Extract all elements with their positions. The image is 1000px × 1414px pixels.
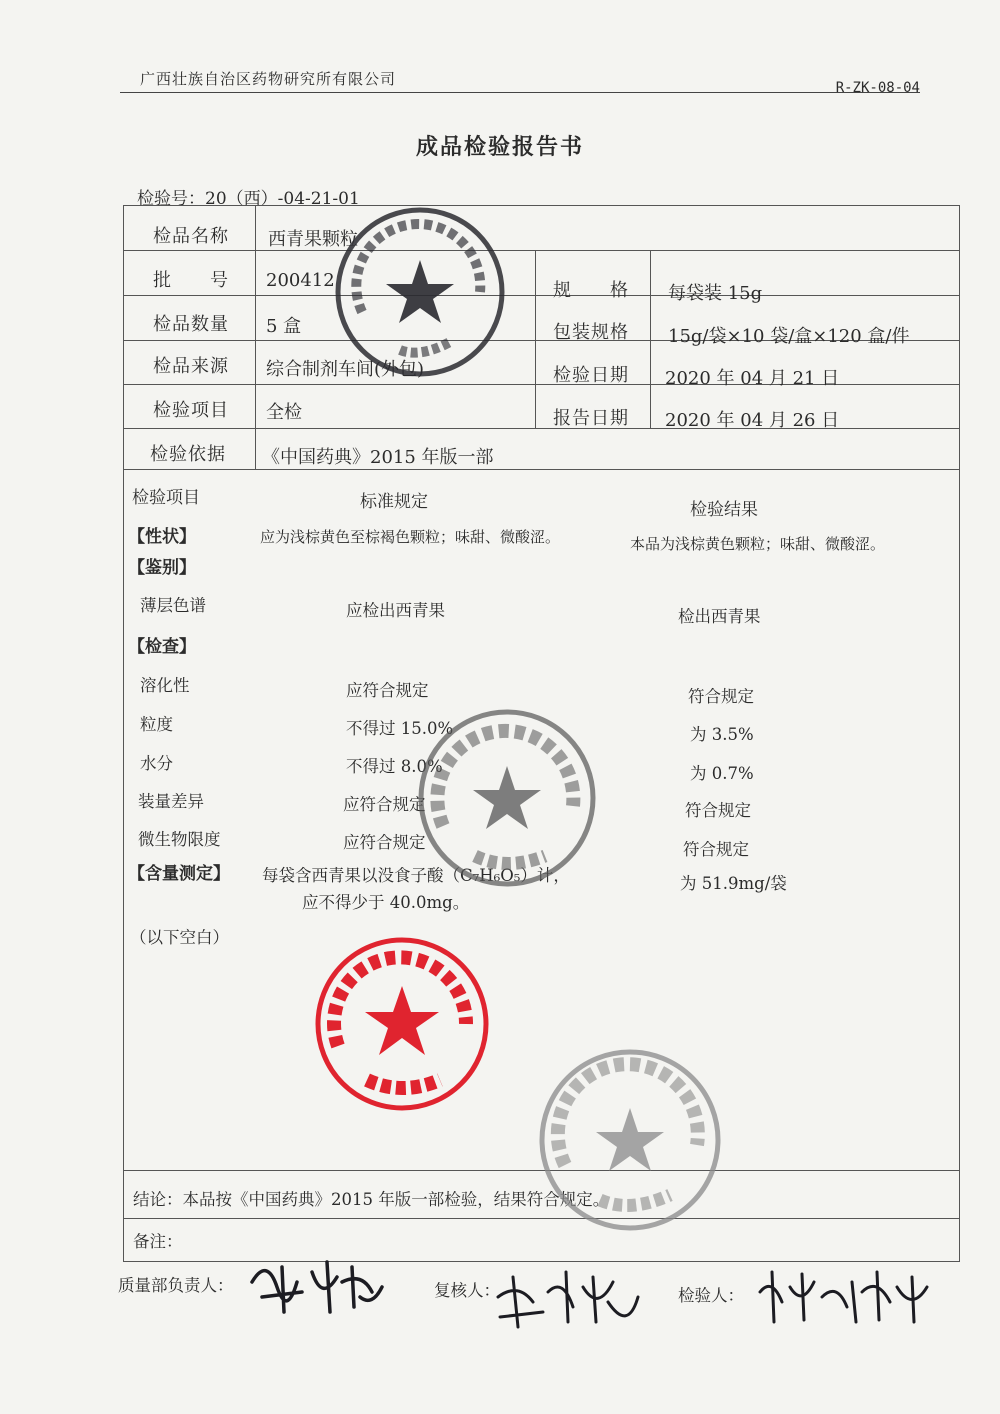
divider bbox=[650, 250, 651, 428]
check-result: 为 0.7% bbox=[690, 764, 754, 783]
report-title: 成品检验报告书 bbox=[415, 134, 584, 160]
divider bbox=[255, 205, 256, 469]
test-date-label: 检验日期 bbox=[553, 365, 629, 386]
qa-head-label: 质量部负责人： bbox=[118, 1276, 234, 1295]
inspector-signature bbox=[752, 1262, 942, 1332]
source-value: 综合制剂车间(外包) bbox=[266, 359, 425, 380]
col-standard-header: 标准规定 bbox=[360, 492, 428, 512]
spec-value: 每袋装 15g bbox=[668, 283, 763, 304]
assay-section: 【含量测定】 bbox=[128, 864, 230, 884]
item-value: 全检 bbox=[266, 402, 302, 423]
tlc-standard: 应检出西青果 bbox=[346, 601, 445, 620]
report-date-label: 报告日期 bbox=[553, 408, 629, 429]
assay-result: 为 51.9mg/袋 bbox=[680, 874, 787, 893]
blank-note: （以下空白） bbox=[130, 928, 229, 947]
divider bbox=[123, 250, 960, 251]
check-item: 溶化性 bbox=[140, 676, 190, 695]
test-date-value: 2020 年 04 月 21 日 bbox=[665, 368, 840, 389]
inspector-label: 检验人： bbox=[678, 1286, 744, 1305]
check-result: 符合规定 bbox=[688, 687, 754, 706]
packing-value: 15g/袋×10 袋/盒×120 盒/件 bbox=[668, 326, 910, 347]
character-section: 【性状】 bbox=[128, 527, 196, 547]
divider bbox=[535, 250, 536, 428]
assay-standard-line1: 每袋含西青果以没食子酸（C₇H₆O₅）计， bbox=[262, 866, 570, 885]
divider bbox=[123, 469, 960, 470]
form-code: R-ZK-08-04 bbox=[835, 80, 920, 96]
source-label: 检品来源 bbox=[153, 356, 229, 377]
tlc-label: 薄层色谱 bbox=[140, 596, 206, 615]
check-standard: 应符合规定 bbox=[343, 795, 426, 814]
basis-value: 《中国药典》2015 年版一部 bbox=[262, 447, 494, 468]
character-standard: 应为浅棕黄色至棕褐色颗粒；味甜、微酸涩。 bbox=[260, 528, 561, 546]
quantity-label: 检品数量 bbox=[153, 314, 229, 335]
reviewer-label: 复核人： bbox=[434, 1281, 500, 1300]
report-number: 检验号：20（西）-04-21-01 bbox=[137, 189, 360, 209]
check-item: 微生物限度 bbox=[138, 830, 221, 849]
packing-label: 包装规格 bbox=[553, 322, 629, 343]
header-divider bbox=[120, 92, 920, 93]
item-label: 检验项目 bbox=[153, 400, 229, 421]
check-item: 装量差异 bbox=[138, 792, 204, 811]
check-result: 符合规定 bbox=[683, 840, 749, 859]
quantity-value: 5 盒 bbox=[266, 316, 302, 337]
product-name-value: 西青果颗粒 bbox=[268, 229, 358, 250]
basis-label: 检验依据 bbox=[150, 444, 226, 465]
col-item-header: 检验项目 bbox=[132, 488, 200, 508]
check-standard: 应符合规定 bbox=[346, 681, 429, 700]
divider bbox=[123, 1218, 960, 1219]
tlc-result: 检出西青果 bbox=[678, 607, 761, 626]
divider bbox=[123, 295, 960, 296]
check-item: 粒度 bbox=[140, 715, 173, 734]
check-standard: 应符合规定 bbox=[343, 833, 426, 852]
check-item: 水分 bbox=[140, 754, 173, 773]
qa-head-signature bbox=[242, 1252, 392, 1322]
conclusion: 结论：本品按《中国药典》2015 年版一部检验，结果符合规定。 bbox=[133, 1190, 610, 1209]
character-result: 本品为浅棕黄色颗粒；味甜、微酸涩。 bbox=[630, 535, 886, 553]
company-header: 广西壮族自治区药物研究所有限公司 bbox=[140, 70, 397, 88]
check-result: 符合规定 bbox=[685, 801, 751, 820]
assay-standard-line2: 应不得少于 40.0mg。 bbox=[302, 893, 470, 912]
check-standard: 不得过 15.0% bbox=[346, 719, 454, 738]
check-section: 【检查】 bbox=[128, 637, 196, 657]
spec-label: 规 格 bbox=[553, 280, 629, 301]
product-name-label: 检品名称 bbox=[153, 226, 229, 247]
reviewer-signature bbox=[488, 1262, 648, 1337]
identification-section: 【鉴别】 bbox=[128, 558, 196, 578]
check-result: 为 3.5% bbox=[690, 725, 754, 744]
check-standard: 不得过 8.0% bbox=[346, 757, 443, 776]
batch-label: 批 号 bbox=[153, 270, 229, 291]
col-result-header: 检验结果 bbox=[690, 500, 758, 520]
divider bbox=[123, 1170, 960, 1171]
report-date-value: 2020 年 04 月 26 日 bbox=[665, 410, 840, 431]
batch-value: 200412 bbox=[266, 270, 335, 291]
remarks-label: 备注： bbox=[133, 1232, 183, 1251]
